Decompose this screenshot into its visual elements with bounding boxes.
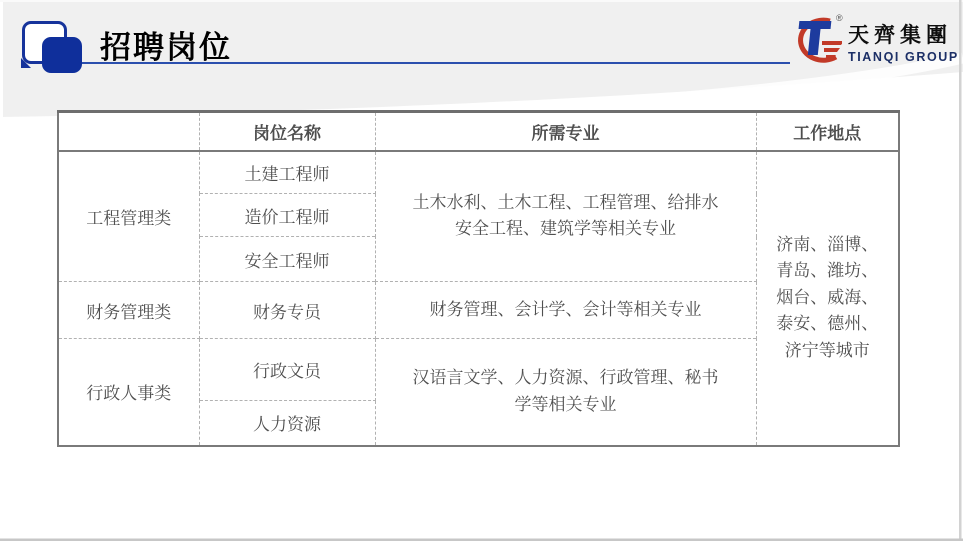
position-cost-engineer: 造价工程师 [199,194,375,237]
positions-table [57,110,900,447]
title-bullet-corner-icon [21,58,31,68]
logo-name-cn: 天齊集團 [848,23,952,47]
col-header-category [58,112,199,151]
registered-mark: ® [836,13,843,23]
work-location: 济南、淄博、青岛、潍坊、烟台、威海、泰安、德州、济宁等城市 [756,151,899,446]
table-row [58,151,899,194]
position-admin-clerk: 行政文员 [199,339,375,401]
col-header-position: 岗位名称 [199,112,375,151]
position-civil-engineer: 土建工程师 [199,151,375,194]
logo-name-en: TIANQI GROUP [848,50,959,64]
position-human-resources: 人力资源 [199,401,375,446]
category-finance: 财务管理类 [58,282,199,339]
majors-engineering: 土木水利、土木工程、工程管理、给排水安全工程、建筑学等相关专业 [375,151,756,282]
table-header-row [58,112,899,151]
position-safety-engineer: 安全工程师 [199,237,375,282]
company-logo [786,13,958,69]
position-finance-specialist: 财务专员 [199,282,375,339]
category-engineering: 工程管理类 [58,151,199,282]
logo-mark-icon [786,15,842,67]
category-admin-hr: 行政人事类 [58,339,199,446]
majors-finance: 财务管理、会计学、会计等相关专业 [375,282,756,339]
title-bullet-icon [42,37,82,73]
majors-admin-hr: 汉语言文学、人力资源、行政管理、秘书学等相关专业 [375,339,756,446]
col-header-major: 所需专业 [375,112,756,151]
col-header-location: 工作地点 [756,112,899,151]
page-title: 招聘岗位 [100,30,232,65]
